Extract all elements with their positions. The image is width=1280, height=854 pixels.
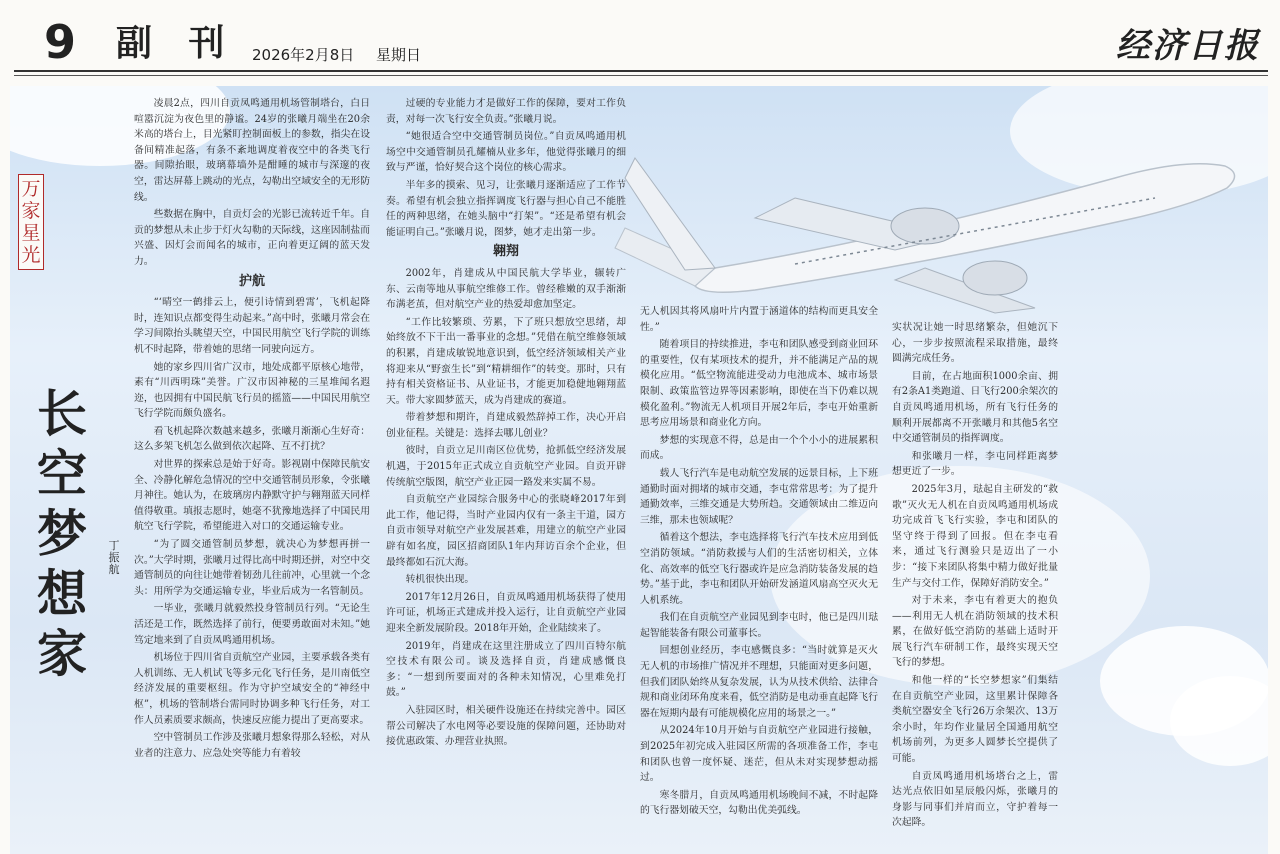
header-rule-thin — [14, 75, 1268, 76]
paragraph: 2025年3月，琺起自主研发的“救歌”灭火无人机在自贡凤鸣通用机场成功完成首飞飞行实验，李屯和团队的坚守终于得到了回报。但在李屯看来，通过飞行测验只是迈出了一小步：“接下来团队将集中精力做好批量生产与交付工作，保障好消防安全。” — [892, 483, 1058, 589]
paragraph: 对世界的探索总是始于好奇。影视剧中保障民航安全、冷静化解危急情况的空中交通管制员形象，令张曦月神往。她认为，在玻璃房内静默守护与翱翔蓝天同样值得敬重。填报志愿时，她毫不犹豫地选择了中国民用航空飞行学院，希望能进入对口的交通运输专业。 — [134, 459, 370, 533]
paragraph: 载人飞行汽车是电动航空发展的远景目标，上下班通勤时面对拥堵的城市交通，李屯常常思考：为了提升通勤效率，三维交通是大势所趋。交通领域由二维迈向三维，那未也领域呢？ — [640, 467, 878, 526]
paragraph: 些数据在胸中，自贡灯会的光影已流转近千年。自贡的梦想从未止步于灯火勾勒的天际线，这座因制盐而兴盛、因灯会而闻名的城市，正向着更辽阔的蓝天发力。 — [134, 209, 370, 267]
paragraph: 梦想的实现意不得，总是由一个个小小的进展累积而成。 — [640, 434, 878, 462]
paragraph: 入驻园区时，相关硬件设施还在持续完善中。园区帮公司解决了水电网等必要设施的保障问题，还协助对接优惠政策、办理营业执照。 — [386, 704, 626, 748]
paragraph: 自贡凤鸣通用机场塔台之上，雷达光点依旧如星辰般闪烁，张曦月的身影与同事们并肩而立，守护着每一次起降。 — [892, 770, 1058, 829]
paragraph: 彼时，自贡立足川南区位优势，抢抓低空经济发展机遇，于2015年正式成立自贡航空产业园。自贡开辟传统航空版图，航空产业正园一路发来实属不易。 — [386, 445, 626, 488]
column-tag: 万家星光 — [18, 174, 44, 270]
page-header — [0, 0, 1280, 80]
paragraph: 2002年，肖建成从中国民航大学毕业，辗转广东、云南等地从事航空维修工作。曾经稚嫩的双手渐渐布满老茧，但对航空产业的热爱却愈加坚定。 — [386, 267, 626, 311]
subheading-hanghang: 护航 — [238, 273, 265, 289]
text-column-4 — [892, 320, 1058, 854]
paragraph: 过硬的专业能力才是做好工作的保障，要对工作负责，对每一次飞行安全负责。”张曦月说。 — [386, 98, 626, 125]
paragraph: 2017年12月26日，自贡凤鸣通用机场获得了使用许可证，机场正式建成并投入运行，让自贡航空产业园迎来全新发展阶段。2018年开始，企业陆续来了。 — [386, 591, 626, 634]
airplane-icon — [595, 118, 1245, 318]
paragraph: “‘晴空一鹤排云上，便引诗情到碧霄’，飞机起降时，连知识点都变得生动起来。”高中时，张曦月常会在学习间隙抬头眺望天空，中国民用航空飞行学院的训练机不时起降，带着她的思绪一同驶向远方。 — [134, 297, 370, 355]
newspaper-logo: 经济日报 — [1116, 26, 1260, 66]
article-title: 长空梦想家 — [37, 384, 87, 683]
paragraph: 和他一样的“长空梦想家”们集结在自贡航空产业园，这里累计保障各类航空器安全飞行26万余架次、13万余小时，年均作业量居全国通用航空机场前列，为更多人圆梦长空提供了可能。 — [892, 675, 1058, 765]
paragraph: 凌晨2点，四川自贡凤鸣通用机场管制塔台，白日喧嚣沉淀为夜色里的静谧。24岁的张曦月端坐在20余米高的塔台上，目光紧盯控制面板上的参数，指尖在设备间精准起落，有条不紊地调度着夜空中的各类飞行器。间隙抬眼，玻璃幕墙外是酣睡的城市与深邃的夜空，雷达屏幕上跳动的光点，勾勒出空域安全的无形防线。 — [134, 98, 370, 203]
paragraph: “工作比较繁琐、劳累，下了班只想放空思绪，却始终放不下干出一番事业的念想。”凭借在航空维修领域的积累，肖建成敏锐地意识到，低空经济领域相关产业将迎来从“野蛮生长”到“精耕细作”的转变。那时，只有持有相关资格证书、从业证书，才能更加稳健地翱翔蓝天。带大家圆梦蓝天，成为肖建成的赛道。 — [386, 316, 626, 406]
paragraph: 寒冬腊月，自贡凤鸣通用机场晚间不减，不时起降的飞行器划破天空，勾勒出优美弧线。 — [640, 789, 878, 817]
paragraph: 回想创业经历，李屯感慨良多：“当时就算是灭火无人机的市场推广情况并不理想，只能面对更多问题，但我们团队始终从复杂发展，认为从技术供给、法律合规和商业闭环角度来看，低空消防是电动垂直起降飞行器在短期内最有可能规模化应用的场景之一。” — [640, 645, 878, 719]
paragraph: 转机很快出现。 — [405, 574, 475, 586]
paragraph: 随着项目的持续推进，李屯和团队感受到商业回环的重要性，仅有某项技术的提升，并不能满足产品的规模化应用。“低空物流能进受动力电池成本、城市场景限制、政策监管边界等因素影响，即使在当下仍难以规模化盈利。”物流无人机项目开展2年后，李屯开始重新思考应用场景和商业化方向。 — [640, 339, 878, 429]
paragraph: 看飞机起降次数越来越多，张曦月渐渐心生好奇：这么多架飞机怎么做到依次起降、互不打扰？ — [134, 425, 370, 453]
paragraph: 空中管制员工作涉及张曦月想象得那么轻松，对从业者的注意力、应急处突等能力有着较 — [134, 732, 370, 759]
paragraph: 带着梦想和期许，肖建成毅然辞掉工作，决心开启创业征程。关键是：选择去哪儿创业？ — [386, 412, 626, 439]
paragraph: 从2024年10月开始与自贡航空产业园进行接触，到2025年初完成入驻园区所需的各项准备工作，李屯和团队也曾一度怀疑、迷茫，但从未对实现梦想动摇过。 — [640, 725, 878, 784]
section-title: 副 刊 — [116, 22, 237, 64]
paragraph: 自贡航空产业园综合服务中心的张晓峰2017年到此工作，他记得，当时产业园内仅有一条主干道，园方自贡市领导对航空产业发展甚难，用建立的航空产业园辟有如名度，园区招商团队1年内拜访百余个企业，但最终都如石沉大海。 — [386, 494, 626, 568]
paragraph: 循着这个想法，李屯选择将飞行汽车技术应用到低空消防领域。“消防救援与人们的生活密切相关，立体化、高效率的低空飞行器或许是应急消防装备发展的趋势。”基于此，李屯和团队开始研发涵道风扇高空灭火无人机系统。 — [640, 532, 878, 606]
text-column-1 — [134, 96, 370, 854]
paragraph: 一毕业，张曦月就毅然投身管制员行列。“无论生活还是工作，既然选择了前行，便要勇敢面对未知。”她笃定地来到了自贡凤鸣通用机场。 — [134, 603, 370, 646]
paragraph: 2019年，肖建成在这里注册成立了四川百特尔航空技术有限公司。谈及选择自贡，肖建成感慨良多：“一想到所要面对的各种未知情况，心里难免打鼓。” — [386, 640, 626, 699]
header-rule — [14, 70, 1268, 72]
page-number: 9 — [44, 15, 77, 69]
issue-weekday: 星期日 — [376, 46, 422, 64]
airplane-image — [595, 118, 1245, 318]
paragraph: 目前，在占地面积1000余亩、拥有2条A1类跑道、日飞行200余架次的自贡凤鸣通用机场，所有飞行任务的顺利开展都离不开张曦月和其他5名空中交通管制员的指挥调度。 — [892, 370, 1058, 445]
subheading-aoxiang: 翱翔 — [492, 244, 519, 260]
paragraph: 半年多的摸索、见习，让张曦月逐渐适应了工作节奏。希望有机会独立指挥调度飞行器与担心自己不能胜任的两种思绪，在她头脑中“打架”。“还是希望有机会能证明自己。”张曦月说，图梦，她才走出第一步。 — [386, 179, 626, 238]
paragraph: 和张曦月一样，李屯同样距离梦想更近了一步。 — [892, 450, 1058, 478]
text-column-3 — [640, 304, 878, 854]
paragraph: 无人机因其将风扇叶片内置于涵道体的结构而更具安全性。” — [640, 306, 878, 333]
paragraph: 对于未来，李屯有着更大的抱负——利用无人机在消防领域的技术积累，在做好低空消防的基础上适时开展飞行汽车研制工作，最终实现天空飞行的梦想。 — [892, 595, 1058, 669]
paragraph: 机场位于四川省自贡航空产业园，主要承载各类有人机训练、无人机试飞等多元化飞行任务，是川南低空经济发展的重要枢纽。作为守护空域安全的“神经中枢”，机场的管制塔台需同时协调多种飞行任务，对工作人员素质要求颇高，快速反应能力提出了更高要求。 — [134, 652, 370, 726]
paragraph: “她很适合空中交通管制员岗位。”自贡凤鸣通用机场空中交通管制员孔耀楠从业多年，他觉得张曦月的细致与严谨，恰好契合这个岗位的核心需求。 — [386, 131, 626, 174]
article-author: 丁振航 — [108, 539, 120, 576]
paragraph: “为了圆交通管制员梦想，就决心为梦想再拼一次。”大学时期，张曦月过得比高中时期还拼，对空中交通管制员的向往让她带着韧劲儿往前冲，心里就一个念头：用所学为交通运输专业，毕业后成为一名管制员。 — [134, 539, 370, 597]
paragraph: 实状况让她一时思绪繁杂，但她沉下心，一步步按照流程采取措施，最终圆满完成任务。 — [892, 322, 1058, 365]
paragraph: 我们在自贡航空产业园见到李屯时，他已是四川琺起智能装备有限公司董事长。 — [640, 612, 878, 639]
issue-date: 2026年2月8日 — [252, 46, 355, 64]
paragraph: 她的家乡四川省广汉市，地处成都平原核心地带，素有“川西明珠”美誉。广汉市因神秘的三星堆闻名遐迩，也因拥有中国民航飞行员的摇篮——中国民用航空飞行学院而颇负盛名。 — [134, 361, 370, 420]
text-column-2 — [386, 96, 626, 854]
